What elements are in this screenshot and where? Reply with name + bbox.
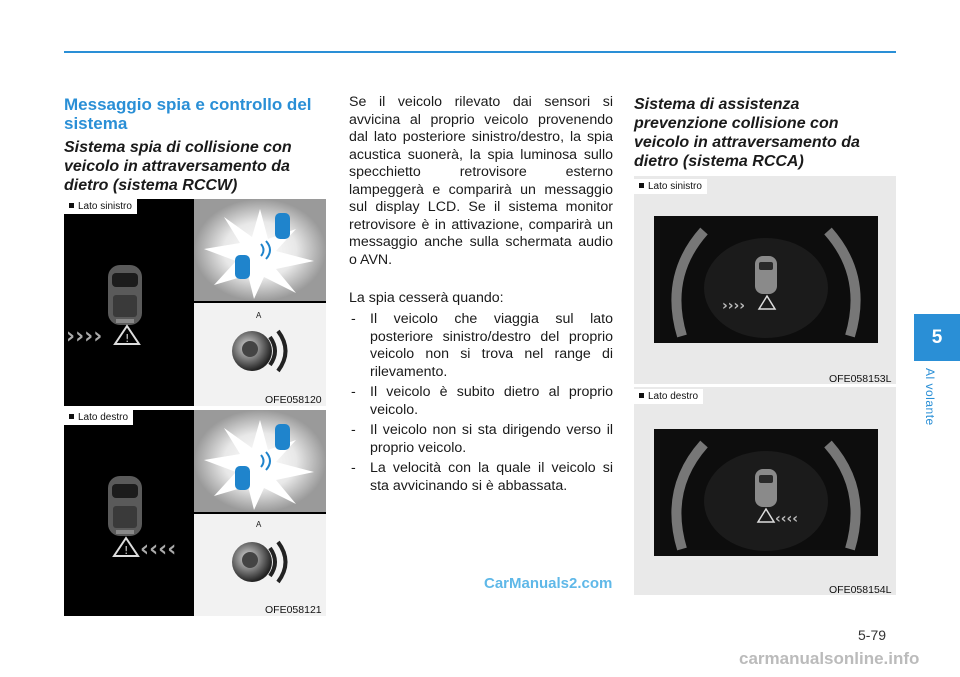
car-top-view-icon	[755, 256, 777, 294]
list-item: - Il veicolo non si sta dirigendo verso il proprio veicolo.	[351, 422, 613, 456]
car-top-view-icon	[755, 469, 777, 507]
figure-code: OFE058153L	[829, 373, 892, 385]
rccw-title: Sistema spia di collisione con veicolo in attraversamento da dietro (sistema RCCW)	[64, 139, 292, 194]
svg-text:‹‹‹‹: ‹‹‹‹	[140, 537, 177, 562]
figure-label-right: Lato destro	[64, 410, 133, 425]
list-item: - Il veicolo che viaggia sul lato posteriore sinistro/destro del proprio veicolo non si trova nel range di rilevamento.	[351, 311, 613, 380]
rcca-title: Sistema di assistenza prevenzione collisione con veicolo in attraversamento da dietro (sistema RCCA)	[634, 96, 860, 170]
section-heading: Messaggio spia e controllo del sistema	[64, 95, 312, 133]
list-item: - Il veicolo è subito dietro al proprio veicolo.	[351, 384, 613, 418]
figure-label-right: Lato destro	[634, 389, 703, 404]
watermark-carmanuals[interactable]: CarManuals2.com	[484, 575, 613, 592]
svg-text:!: !	[124, 544, 129, 557]
watermark-online[interactable]: carmanualsonline.info	[739, 649, 920, 668]
figure-code: OFE058154L	[829, 584, 892, 596]
paragraph-detection: Se il veicolo rilevato dai sensori si avvicina al proprio veicolo provenendo dal lato posteriore sinistro/destro, la spia acustica suonerà, la spia luminosa sullo specchietto retrovisore esterno lampeggerà e comparirà un messaggio sul display LCD. Se il sistema monitor retrovisore è in attivazione, comparirà un messaggio anche sulla schermata audio o AVN.	[349, 94, 613, 268]
rccw-figure-right	[64, 410, 326, 616]
top-rule	[64, 51, 896, 53]
figure-label-left: Lato sinistro	[64, 199, 137, 214]
svg-text:››››: ››››	[66, 324, 103, 349]
speaker-marker: A	[256, 520, 262, 529]
chapter-tab: 5	[914, 314, 960, 361]
figure-code: OFE058120	[265, 394, 322, 406]
warning-triangle-icon	[115, 326, 139, 345]
rcca-figure-right	[634, 387, 896, 595]
rcca-figure-left	[634, 176, 896, 384]
car-top-view-icon	[108, 265, 142, 325]
page-number: 5-79	[858, 627, 887, 643]
figure-label-left: Lato sinistro	[634, 179, 707, 194]
list-item: - La velocità con la quale il veicolo si sta avvicinando si è abbassata.	[351, 460, 613, 494]
svg-text:!: !	[125, 332, 130, 345]
speaker-marker: A	[256, 311, 262, 320]
chapter-section-label: Al volante	[923, 368, 937, 426]
paragraph-stop: La spia cesserà quando:	[349, 290, 504, 306]
bullet-list	[349, 311, 613, 498]
rccw-figure-left	[64, 199, 326, 406]
svg-text:‹‹‹‹: ‹‹‹‹	[775, 511, 799, 527]
svg-text:››››: ››››	[722, 298, 746, 314]
figure-code: OFE058121	[265, 604, 322, 616]
car-top-view-icon	[108, 476, 142, 536]
